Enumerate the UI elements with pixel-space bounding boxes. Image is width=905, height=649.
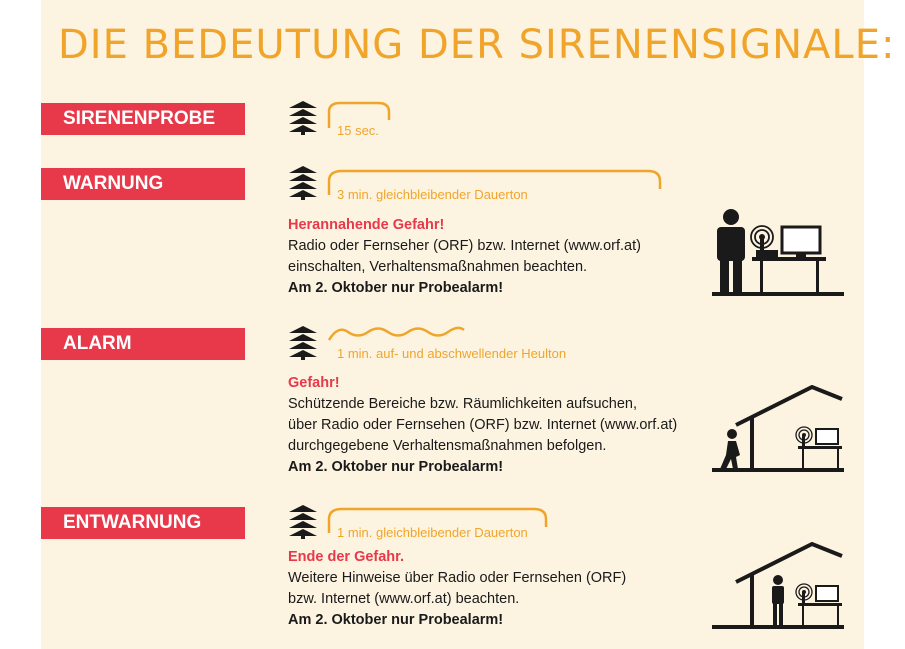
entwarnung-note: Am 2. Oktober nur Probealarm! [288,612,504,628]
entwarnung-heading: Ende der Gefahr. [288,549,405,565]
warnung-description [288,215,641,299]
alarm-line: über Radio oder Fernsehen (ORF) bzw. Internet (www.orf.at) [288,417,678,433]
person-entering-house-icon [712,385,844,475]
signal-duration-text: 1 min. gleichbleibender Dauerton [337,525,528,540]
entwarnung-line: Weitere Hinweise über Radio oder Fernsehen (ORF) [288,570,627,586]
warnung-heading: Herannahende Gefahr! [288,217,445,233]
alarm-note: Am 2. Oktober nur Probealarm! [288,459,504,475]
signal-duration-text: 3 min. gleichbleibender Dauerton [337,187,528,202]
alarm-description [288,373,677,478]
label-entwarnung: ENTWARNUNG [41,507,245,539]
warnung-line: Radio oder Fernseher (ORF) bzw. Internet (www.orf.at) [288,238,641,254]
siren-icon [289,101,317,135]
person-in-house-icon [712,542,844,632]
siren-icon [289,326,317,360]
label-warnung: WARNUNG [41,168,245,200]
alarm-line: durchgegebene Verhaltensmaßnahmen befolgen. [288,438,607,454]
label-sirenenprobe: SIRENENPROBE [41,103,245,135]
label-alarm: ALARM [41,328,245,360]
signal-duration-text: 1 min. auf- und abschwellender Heulton [337,346,567,361]
siren-icon [289,505,317,539]
warnung-line: einschalten, Verhaltensmaßnahmen beachten. [288,259,588,275]
signal-duration-text: 15 sec. [337,123,379,138]
alarm-heading: Gefahr! [288,375,340,391]
alarm-line: Schützende Bereiche bzw. Räumlichkeiten aufsuchen, [288,396,638,412]
entwarnung-line: bzw. Internet (www.orf.at) beachten. [288,591,520,607]
entwarnung-description [288,547,626,631]
warnung-note: Am 2. Oktober nur Probealarm! [288,280,504,296]
siren-icon [289,166,317,200]
person-radio-tv-icon [712,205,844,297]
page-title: DIE BEDEUTUNG DER SIRENENSIGNALE: [58,22,896,68]
